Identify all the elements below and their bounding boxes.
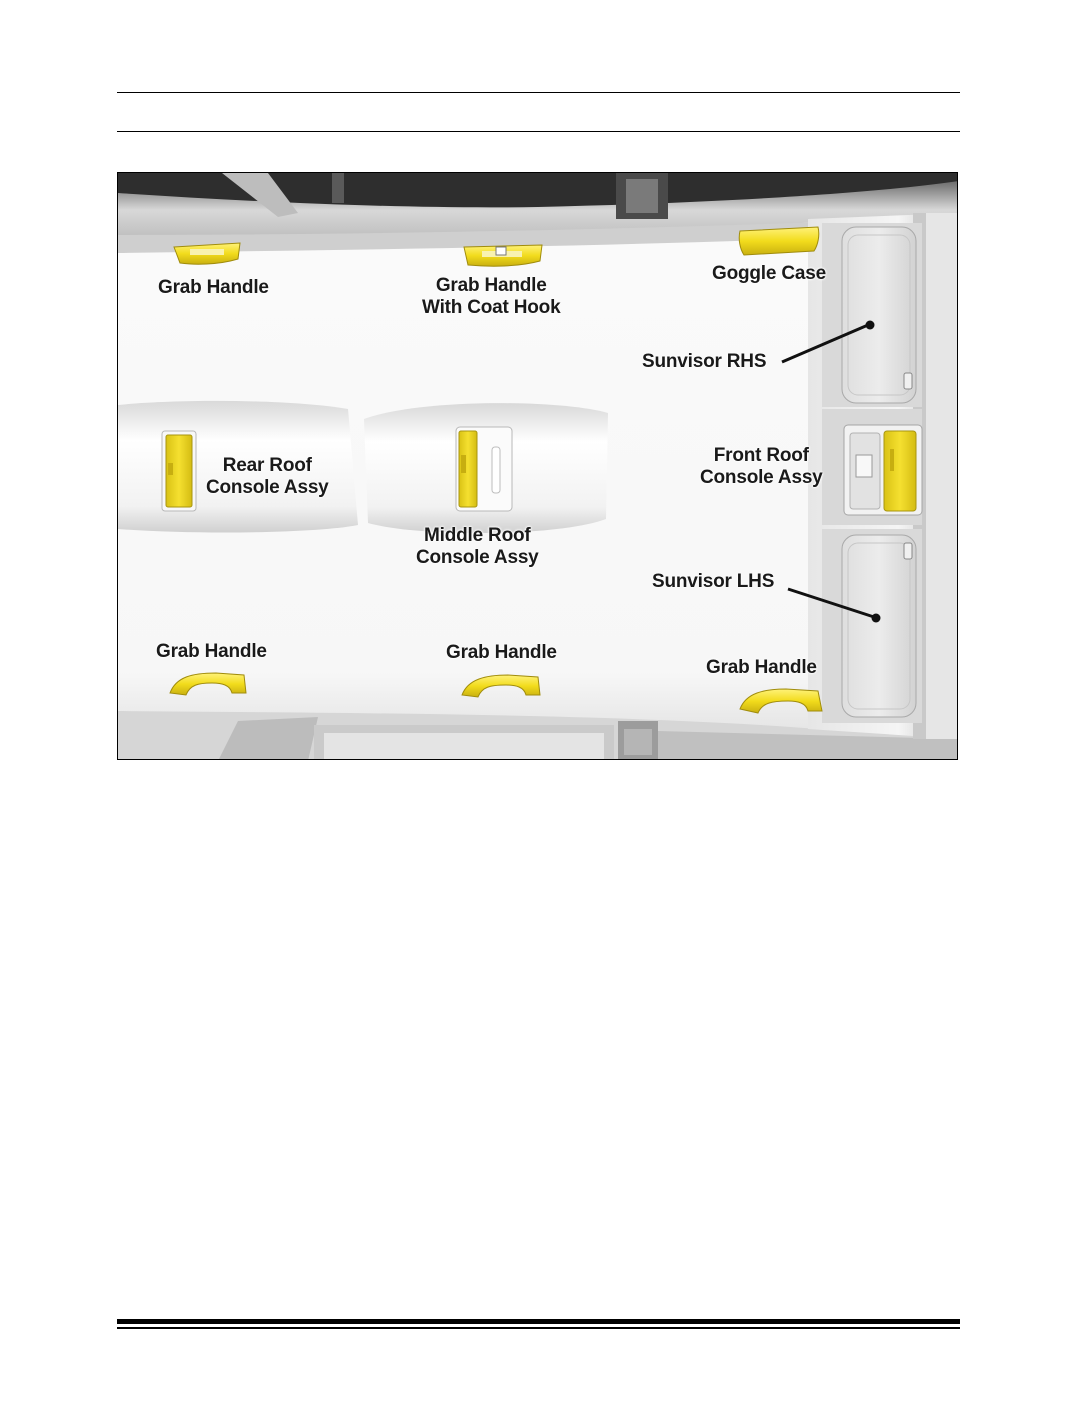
headliner-diagram <box>117 172 958 760</box>
label-sunvisor-lhs: Sunvisor LHS <box>652 571 775 592</box>
header-rule-bottom <box>117 131 960 132</box>
goggle-case-shape <box>739 227 819 255</box>
label-front-roof-console: Front Roof Console Assy <box>700 445 823 488</box>
label-goggle-case: Goggle Case <box>712 263 826 284</box>
grab-handle-top-left-shape <box>174 243 240 264</box>
footer-rule-thin <box>117 1327 960 1329</box>
label-grab-handle-bottom-left: Grab Handle <box>156 641 267 662</box>
label-grab-handle-top-left: Grab Handle <box>158 277 269 298</box>
front-roof-console-body <box>822 409 922 525</box>
footer-rule-thick <box>117 1319 960 1324</box>
label-rear-roof-console: Rear Roof Console Assy <box>206 455 329 498</box>
middle-roof-console-bump <box>364 403 608 533</box>
header-rule-top <box>117 92 960 93</box>
grab-handle-coat-hook-shape <box>464 245 542 266</box>
label-sunvisor-rhs: Sunvisor RHS <box>642 351 767 372</box>
label-grab-handle-bottom-middle: Grab Handle <box>446 642 557 663</box>
label-grab-handle-coat-hook: Grab Handle With Coat Hook <box>422 275 561 318</box>
sunvisor-rhs-shape <box>822 223 922 407</box>
label-middle-roof-console: Middle Roof Console Assy <box>416 525 539 568</box>
label-grab-handle-bottom-right: Grab Handle <box>706 657 817 678</box>
sunvisor-lhs-shape <box>822 529 922 723</box>
